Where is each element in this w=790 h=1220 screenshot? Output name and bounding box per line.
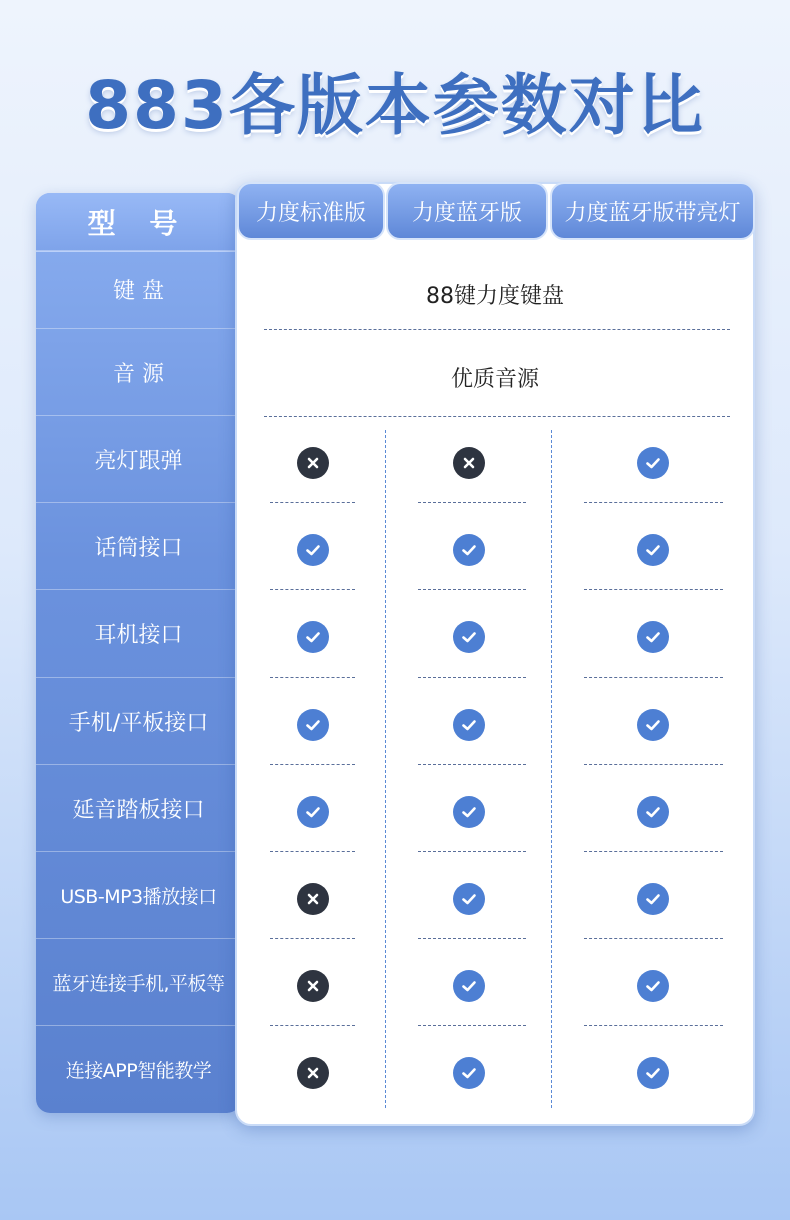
row-label: 手机/平板接口	[36, 677, 241, 764]
check-icon	[637, 621, 669, 653]
check-icon	[453, 796, 485, 828]
spanned-value: 88键力度键盘	[426, 284, 564, 309]
row-divider	[270, 502, 355, 503]
check-icon	[297, 709, 329, 741]
model-header: 型 号	[36, 193, 241, 252]
check-icon	[637, 883, 669, 915]
spec-label-column	[36, 193, 241, 1113]
cross-icon	[453, 447, 485, 479]
row-label: 耳机接口	[36, 589, 241, 677]
row-label: 连接APP智能教学	[36, 1025, 241, 1113]
version-tab-1: 力度标准版	[237, 182, 385, 240]
row-label: 话筒接口	[36, 502, 241, 589]
row-divider	[270, 938, 355, 939]
row-divider	[418, 764, 526, 765]
row-divider	[584, 502, 723, 503]
check-icon	[453, 534, 485, 566]
row-label: 蓝牙连接手机,平板等	[36, 938, 241, 1025]
page-title: 883各版本参数对比	[85, 67, 705, 144]
check-icon	[297, 796, 329, 828]
check-icon	[453, 883, 485, 915]
row-divider	[264, 416, 730, 417]
check-icon	[637, 796, 669, 828]
row-divider	[270, 677, 355, 678]
row-divider	[418, 502, 526, 503]
cross-icon	[297, 447, 329, 479]
version-tab-3: 力度蓝牙版带亮灯	[550, 182, 755, 240]
cross-icon	[297, 970, 329, 1002]
row-divider	[418, 851, 526, 852]
row-divider	[270, 1025, 355, 1026]
check-icon	[297, 534, 329, 566]
check-icon	[637, 534, 669, 566]
cross-icon	[297, 883, 329, 915]
check-icon	[637, 970, 669, 1002]
row-divider	[584, 764, 723, 765]
row-divider	[264, 329, 730, 330]
column-divider	[551, 430, 552, 1108]
row-divider	[584, 677, 723, 678]
row-label: USB-MP3播放接口	[36, 851, 241, 938]
row-divider	[418, 677, 526, 678]
row-label: 音 源	[36, 328, 241, 415]
check-icon	[637, 447, 669, 479]
spanned-value: 优质音源	[450, 366, 539, 392]
row-divider	[584, 851, 723, 852]
check-icon	[453, 709, 485, 741]
row-divider	[270, 851, 355, 852]
row-divider	[418, 938, 526, 939]
check-icon	[453, 970, 485, 1002]
row-label: 亮灯跟弹	[36, 415, 241, 502]
row-divider	[584, 1025, 723, 1026]
check-icon	[297, 621, 329, 653]
row-divider	[584, 938, 723, 939]
row-divider	[418, 589, 526, 590]
cross-icon	[297, 1057, 329, 1089]
column-divider	[385, 430, 386, 1108]
check-icon	[637, 709, 669, 741]
check-icon	[453, 1057, 485, 1089]
check-icon	[637, 1057, 669, 1089]
row-divider	[418, 1025, 526, 1026]
row-label: 键 盘	[36, 250, 241, 328]
row-divider	[584, 589, 723, 590]
row-divider	[270, 589, 355, 590]
row-label: 延音踏板接口	[36, 764, 241, 851]
check-icon	[453, 621, 485, 653]
row-divider	[270, 764, 355, 765]
version-tab-2: 力度蓝牙版	[386, 182, 548, 240]
